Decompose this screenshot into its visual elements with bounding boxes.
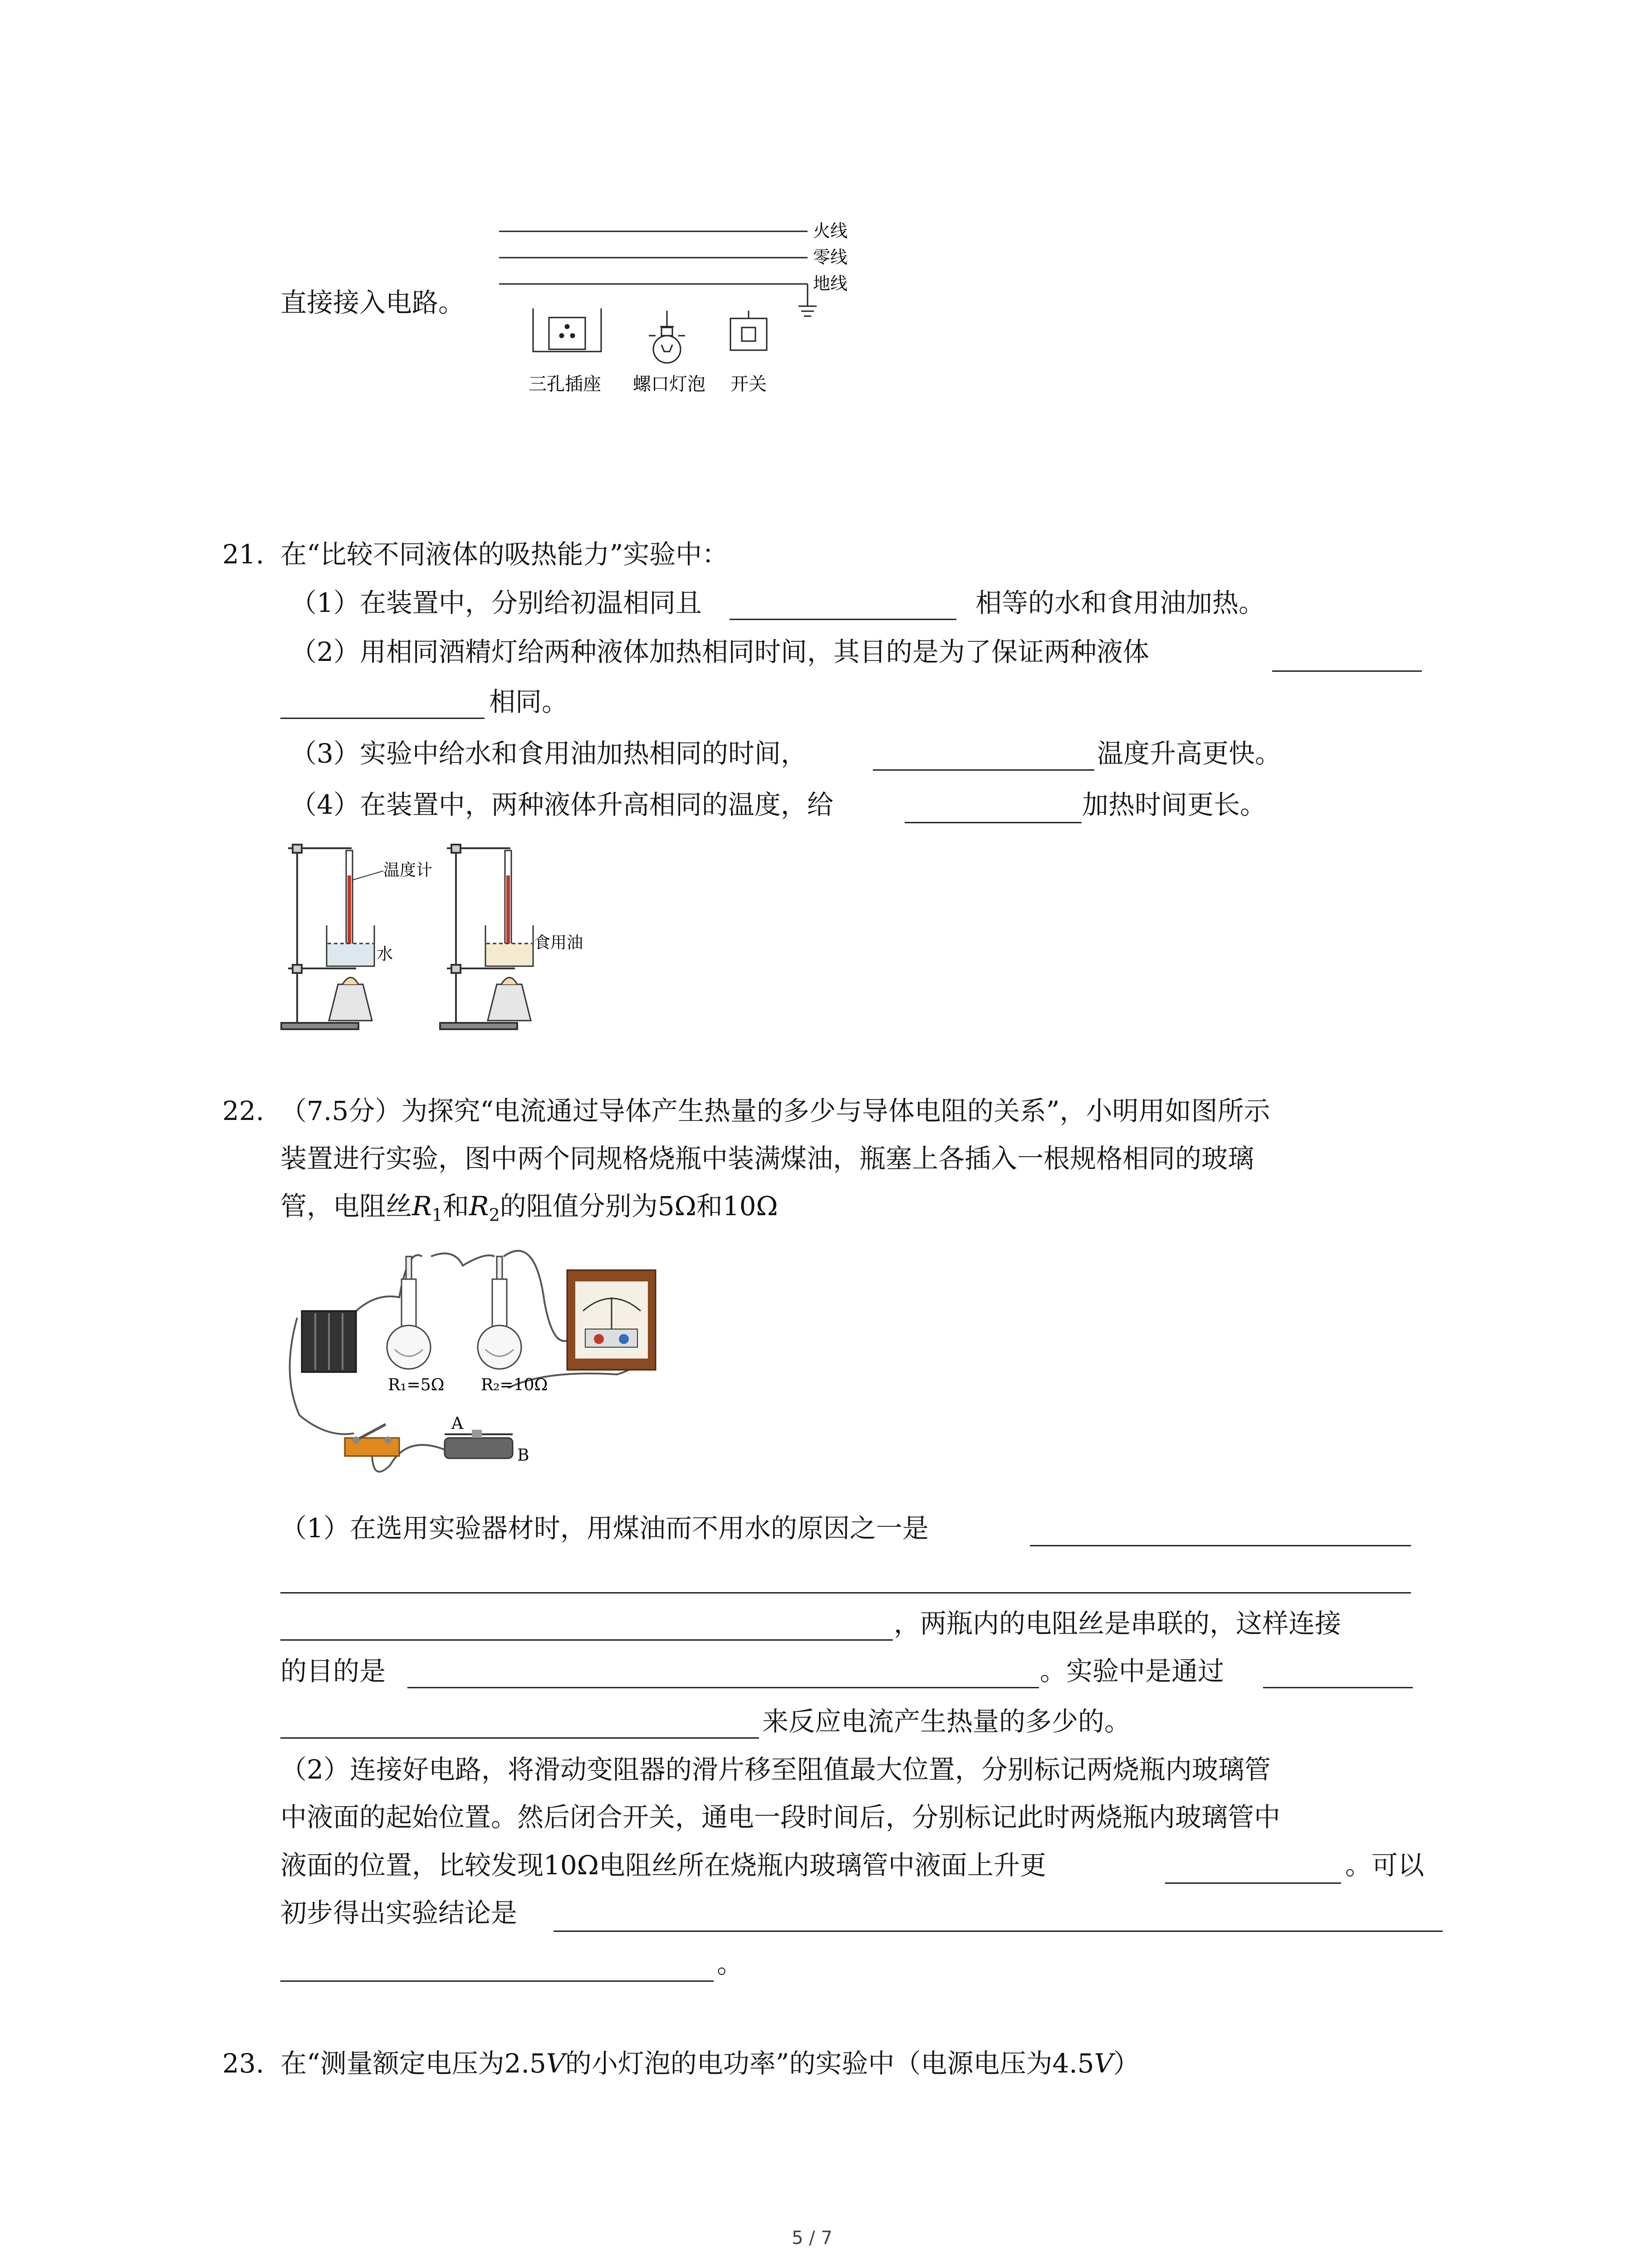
q22-part1-blank-d[interactable] bbox=[407, 1687, 1039, 1688]
rheostat-b-label: B bbox=[517, 1446, 529, 1465]
r1-symbol: R bbox=[412, 1191, 432, 1222]
q22-stem-line1: （7.5分）为探究“电流通过导体产生热量的多少与导体电阻的关系”，小明用如图所示 bbox=[280, 1095, 1270, 1126]
heating-apparatus-figure bbox=[274, 835, 615, 1034]
q22-part1-text-a: （1）在选用实验器材时，用煤油而不用水的原因之一是 bbox=[280, 1513, 929, 1544]
q22-part1-blank-e[interactable] bbox=[1263, 1687, 1413, 1688]
q23-stem-a: 在“测量额定电压为 bbox=[280, 2048, 505, 2079]
q23-stem-c: ） bbox=[1113, 2048, 1140, 2079]
switch-label: 开关 bbox=[730, 374, 767, 395]
live-wire-label: 火线 bbox=[813, 221, 848, 241]
q22-part2-text-f: 。 bbox=[717, 1948, 744, 1979]
q22-part2-text-e: 初步得出实验结论是 bbox=[280, 1897, 518, 1928]
q21-part3-text-b: 温度升高更快。 bbox=[1097, 738, 1282, 769]
r2-symbol: R bbox=[469, 1191, 489, 1222]
three-hole-socket-label: 三孔插座 bbox=[529, 374, 601, 395]
q21-part1-blank[interactable] bbox=[730, 619, 956, 620]
ammeter-icon bbox=[567, 1270, 656, 1370]
q23-unit-1: V bbox=[546, 2048, 565, 2079]
q23-stem bbox=[280, 2046, 1140, 2081]
oil-label: 食用油 bbox=[534, 934, 583, 952]
q22-part1-text-e: 。实验中是通过 bbox=[1040, 1656, 1225, 1686]
right-thermometer bbox=[505, 850, 511, 950]
q21-stem: 在“比较不同液体的吸热能力”实验中： bbox=[280, 539, 729, 570]
r2-figure-label: R₂=10Ω bbox=[481, 1376, 548, 1394]
left-burner bbox=[329, 978, 372, 1021]
q21-part1-text-b: 相等的水和食用油加热。 bbox=[975, 587, 1265, 618]
r2-subscript: 2 bbox=[489, 1205, 500, 1225]
q21-part4-text-b: 加热时间更长。 bbox=[1082, 789, 1267, 820]
q23-voltage-2: 4.5 bbox=[1052, 2048, 1094, 2079]
q22-part1-blank-b[interactable] bbox=[280, 1592, 1411, 1593]
three-hole-socket-icon bbox=[533, 308, 601, 352]
q22-part1-blank-c[interactable] bbox=[280, 1639, 893, 1641]
wiring-lead-text: 直接接入电路。 bbox=[280, 287, 465, 318]
rheostat-icon bbox=[445, 1430, 513, 1458]
q21-part2-blank-b[interactable] bbox=[280, 718, 485, 719]
q22-part2-text-d: 。可以 bbox=[1345, 1850, 1425, 1881]
q22-part1-text-c: ，两瓶内的电阻丝是串联的，这样连接 bbox=[894, 1608, 1342, 1639]
q21-part3-text-a: （3）实验中给水和食用油加热相同的时间， bbox=[290, 738, 807, 769]
q22-part2-blank-b[interactable] bbox=[554, 1931, 1443, 1932]
q22-number: 22. bbox=[222, 1095, 265, 1126]
switch-icon bbox=[730, 311, 767, 350]
joule-heating-circuit-figure bbox=[272, 1238, 749, 1492]
q21-part2-text-b: 相同。 bbox=[489, 686, 568, 717]
q22-part2-line3: 液面的位置，比较发现10Ω电阻丝所在烧瓶内玻璃管中液面上升更 bbox=[280, 1850, 1046, 1881]
rheostat-a-label: A bbox=[451, 1414, 463, 1433]
q22-part1-blank-f[interactable] bbox=[280, 1737, 759, 1739]
q21-part1-text-a: （1）在装置中，分别给初温相同且 bbox=[290, 587, 702, 618]
q22-part2-blank-c[interactable] bbox=[280, 1980, 714, 1982]
q21-part4-text-a: （4）在装置中，两种液体升高相同的温度，给 bbox=[290, 789, 833, 820]
thermometer-label: 温度计 bbox=[383, 861, 433, 880]
q22-stem-line3 bbox=[280, 1188, 778, 1233]
neutral-wire-label: 零线 bbox=[813, 247, 848, 267]
q21-part4-blank[interactable] bbox=[905, 822, 1082, 823]
q22-stem3-b: 的阻值分别为5Ω和10Ω bbox=[500, 1191, 778, 1222]
q21-part2-blank-a[interactable] bbox=[1272, 670, 1422, 672]
q21-number: 21. bbox=[222, 539, 265, 570]
q22-part2-line2: 中液面的起始位置。然后闭合开关，通电一段时间后，分别标记此时两烧瓶内玻璃管中 bbox=[280, 1802, 1281, 1833]
right-burner bbox=[488, 978, 531, 1021]
screw-bulb-icon bbox=[649, 311, 685, 363]
flask-r2 bbox=[478, 1256, 521, 1369]
water-label: 水 bbox=[377, 945, 393, 963]
left-thermometer bbox=[346, 850, 353, 950]
q21-part2-text-a: （2）用相同酒精灯给两种液体加热相同时间，其目的是为了保证两种液体 bbox=[290, 636, 1149, 667]
q22-part1-blank-a[interactable] bbox=[1030, 1545, 1411, 1546]
earth-wire-label: 地线 bbox=[813, 274, 848, 293]
q22-stem-line2: 装置进行实验，图中两个同规格烧瓶中装满煤油，瓶塞上各插入一根规格相同的玻璃 bbox=[280, 1143, 1254, 1174]
page-number: 5 / 7 bbox=[792, 2228, 833, 2248]
q22-part2-blank-a[interactable] bbox=[1165, 1882, 1341, 1884]
battery-icon bbox=[302, 1311, 356, 1372]
r1-figure-label: R₁=5Ω bbox=[388, 1376, 445, 1394]
q22-stem3-and: 和 bbox=[442, 1191, 469, 1222]
flask-r1 bbox=[387, 1256, 431, 1369]
r1-subscript: 1 bbox=[431, 1205, 443, 1225]
knife-switch-icon bbox=[345, 1424, 399, 1456]
q22-stem3-a: 管，电阻丝 bbox=[280, 1191, 412, 1222]
q22-part1-text-f: 来反应电流产生热量的多少的。 bbox=[762, 1706, 1131, 1737]
q23-stem-b: 的小灯泡的电功率”的实验中（电源电压为 bbox=[565, 2048, 1053, 2079]
q23-voltage-1: 2.5 bbox=[504, 2048, 546, 2079]
screw-bulb-label: 螺口灯泡 bbox=[633, 374, 705, 395]
household-wiring-figure bbox=[490, 213, 876, 404]
q22-part1-text-d: 的目的是 bbox=[280, 1656, 386, 1686]
q23-unit-2: V bbox=[1094, 2048, 1113, 2079]
q23-number: 23. bbox=[222, 2048, 265, 2079]
q21-part3-blank[interactable] bbox=[873, 769, 1094, 771]
q22-part2-line1: （2）连接好电路，将滑动变阻器的滑片移至阻值最大位置，分别标记两烧瓶内玻璃管 bbox=[280, 1754, 1271, 1785]
